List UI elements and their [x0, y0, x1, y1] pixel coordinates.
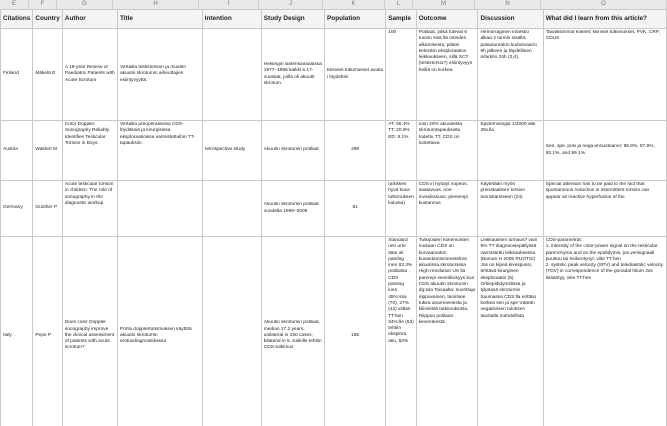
header-learn[interactable]: What did I learn from this article?: [543, 10, 666, 29]
cell-text: Vertailla testistorsion ja muiden akuutin skrotumin aiheuttajien esiintyvyyttä.: [119, 65, 187, 83]
cell-text: Akuutin skrotumin potilaat vuodelta 1999–2005: [263, 202, 319, 214]
cell-text: Special attention has to be paid to the fact that spontaneous reduction in intermittent torsion can appear as reactive hyperfusion of the: [545, 182, 650, 200]
cell-text: Sen, spe, posi ja nega.ennustearvo: 96.8%, 97.9%, 92.1%, and 99.1%.: [545, 144, 655, 156]
cell-design[interactable]: [202, 237, 261, 426]
cell-sample-text[interactable]: 155: [325, 237, 386, 426]
cell-sample[interactable]: [386, 237, 417, 426]
cell-design[interactable]: retrospective study: [202, 121, 261, 181]
cell-intention[interactable]: [117, 121, 202, 181]
cell-text: Vertailla preoperatiivisia CDS-löydöksiä ja kirurgisissa eksploraatioissa varmistettuihin TT-tapauksiin.: [119, 122, 196, 146]
learn-item: 2. systolic peak velocity (SPV) and telediastolic velocity (TDV) in correspondence of the gonadal hilum Jos lisääntyy, viite TT:hen: [545, 263, 664, 281]
cell-text: Color Doppler Sonography Reliably Identifies Testicular Torsion in Boys.: [64, 122, 110, 146]
data-table: [0, 9, 667, 426]
cell-title[interactable]: [62, 181, 117, 237]
cell-country[interactable]: Finland: [1, 29, 33, 121]
cell-outcome[interactable]: [416, 121, 478, 181]
cell-population[interactable]: [261, 29, 324, 121]
cell-sample[interactable]: [386, 121, 417, 181]
column-letter[interactable]: K: [323, 0, 385, 9]
column-letter[interactable]: J: [259, 0, 323, 9]
cell-text: Helsingin lastensairaalassa 1977–1995 kaikki ≤ 17-vuotiaat, joilla oli akuutti skrotum.: [263, 61, 322, 86]
table-row: [1, 121, 667, 181]
cell-discussion[interactable]: [478, 237, 543, 426]
cell-title[interactable]: [62, 29, 117, 121]
cell-text: Käytetään myös prenataalisen torsion tunnistamiseen (24): [480, 182, 526, 200]
cell-country[interactable]: Germany: [1, 181, 33, 237]
cell-text: Epidemiologia 1/4000 alle 25v.lla: [480, 122, 536, 134]
column-letter[interactable]: E: [0, 0, 29, 9]
column-letter[interactable]: O: [541, 0, 667, 9]
cell-author[interactable]: Gunther P: [33, 181, 63, 237]
header-row: [1, 10, 667, 29]
cell-learn[interactable]: [543, 237, 666, 426]
column-letter[interactable]: H: [113, 0, 199, 9]
column-letter[interactable]: L: [385, 0, 413, 9]
cell-text: A 19-year Review of Paediatric Patients with Acute Scrotum: [64, 65, 115, 83]
cell-sample-text[interactable]: [325, 29, 386, 121]
cell-discussion[interactable]: [478, 121, 543, 181]
cell-outcome[interactable]: [416, 29, 478, 121]
header-outcome[interactable]: Outcome: [416, 10, 478, 29]
column-letter[interactable]: N: [475, 0, 541, 9]
table-row: [1, 29, 667, 121]
header-study-design[interactable]: Study Design: [261, 10, 324, 29]
cell-country[interactable]: Italy: [1, 237, 33, 426]
header-country[interactable]: Country: [33, 10, 63, 29]
cell-text: (artikkeli hyvä kuva tutkimuksen kulusta): [388, 182, 414, 206]
cell-text: [546, 238, 664, 282]
column-letter[interactable]: G: [57, 0, 113, 9]
cell-sample-text[interactable]: 81: [325, 181, 386, 237]
cell-text: Kliiniset tutkimukset avulla i löydettiin: [327, 68, 384, 80]
cell-author[interactable]: Waldert M: [33, 121, 63, 181]
cell-text: Tavallisimmat kokeet: kliiniset tutkimukset, PVK, CRP, CDUS: [545, 30, 660, 42]
cell-text: Potilaat, jotka tulevat 6 tunnin sisä llä oireiden alkamisesta, pitäisi tietenkin eksploraation leikkaukseen, sillä SCT (testistorsio?) esiintyvyys heillä on korkea.: [418, 30, 473, 73]
cell-learn[interactable]: [543, 29, 666, 121]
cell-text: AT: 56.4% TT: 20.9% ED: 8.1%: [388, 122, 410, 140]
cell-discussion[interactable]: [478, 29, 543, 121]
cell-text: Akuutin skrotumin potilaat, median 17.2 years, unilateral in 150 cases, bilateral in 5. Kaikille tehtiin CDS-tutkimus: [263, 320, 322, 351]
cell-text: noin 20% akuuteista skrotumtapauksista todettu TT. CDS on luotettava: [418, 122, 462, 146]
cell-outcome[interactable]: [416, 237, 478, 426]
table-row: [1, 237, 667, 426]
column-letter[interactable]: I: [199, 0, 259, 9]
cell-title[interactable]: [62, 237, 117, 426]
cell-text: Hemorraginen infarktio alkaa 2 tunnin sisällä, palautumaton kudosvaurio 6h jälkeen ja täydellinen infarktio 24h (3,4).: [480, 30, 537, 61]
cell-population[interactable]: Akuutin skrotumin potilaat: [261, 121, 324, 181]
cell-intention[interactable]: [117, 237, 202, 426]
cell-text: Tutkijoiden kokemusten mukaan CDS on korvaamaton kuvantamismenetelmä akuutissa skrotumissa High-resolution US lla parempi sensitiivisyys kun CDS akuutin skrotumin dg:ssa Toisaalta: suorittaja riippuvainen, tarvitsee tukea anamneesista ja kliinisistä tutkimuksista. Riippuu potilaan keventeestä: [418, 238, 476, 325]
cell-sample[interactable]: [386, 181, 417, 237]
header-discussion[interactable]: Discussion: [478, 10, 543, 29]
cell-text: CDS in hyödyt nopeus, saatavuus, non-invasiivisuus, pienempi kustannus: [418, 182, 468, 206]
cell-design[interactable]: [202, 181, 261, 237]
cell-learn[interactable]: [543, 181, 666, 237]
cell-population[interactable]: [261, 181, 324, 237]
cell-author[interactable]: Pepe P: [33, 237, 63, 426]
header-title[interactable]: Title: [117, 10, 202, 29]
cell-sample-text[interactable]: 298: [325, 121, 386, 181]
cell-text: Acute testicular torsion in children: The role of sonography in the diagnostic workup: [64, 182, 114, 206]
header-citations[interactable]: Citations: [1, 10, 33, 29]
cell-discussion[interactable]: [478, 181, 543, 237]
cell-intention[interactable]: [117, 29, 202, 121]
cell-author[interactable]: Mäkelä E: [33, 29, 63, 121]
cell-text: Standard nen urte ääni oli patolog inen 63.3% potilaista . CDS patolog inen 45%:ssa (70), 27% (42) viittas TT:hen 34%:lle (53) tehtiin eksplora atio, 52%: [388, 238, 414, 344]
learn-item: 1. intensity of the color-power signal on the testicular parenchyma and on the epididymis, jos verisignaali puuttuu tai heikentynyt, viite TT:hen: [545, 244, 658, 262]
cell-text: Does color Doppler sonography improve the clinical assessment of patients with acute scrotum?: [64, 320, 115, 351]
cell-outcome[interactable]: [416, 181, 478, 237]
cell-title[interactable]: [62, 121, 117, 181]
cell-population[interactable]: [261, 237, 324, 426]
header-sample[interactable]: Sample: [386, 10, 417, 29]
cell-design[interactable]: [202, 29, 261, 121]
cell-text: Leikkauksen turhaus? vain 9% TT diagnoosiepäilyistä varmistettu leikkauksessa (Boman H 2005 RUOTSI) Jos on kipeä kivespussi, tehtävä kirurginen eksploraatio (5). Orkiepididymiitissa ja tylpässä skrotumin traumassa CDS:lla erittäin korkea sen ja spe Väärän negatiivisen tuloksen taustalla mahdollista: [480, 238, 538, 319]
header-author[interactable]: Author: [62, 10, 117, 29]
cell-intention[interactable]: [117, 181, 202, 237]
cell-learn[interactable]: [543, 121, 666, 181]
column-letter[interactable]: F: [29, 0, 57, 9]
cell-sample[interactable]: 100: [386, 29, 417, 121]
cell-country[interactable]: Austria: [1, 121, 33, 181]
learn-title: CDS-parametrat:: [545, 238, 583, 243]
header-intention[interactable]: Intention: [202, 10, 261, 29]
column-letter[interactable]: M: [413, 0, 475, 9]
header-population[interactable]: Population: [325, 10, 386, 29]
cell-text: Pohtii dopplertutkimuksen käyttöä akuutin skrotumin erotusdiagnostiikassa: [119, 326, 192, 345]
table-row: [1, 181, 667, 237]
